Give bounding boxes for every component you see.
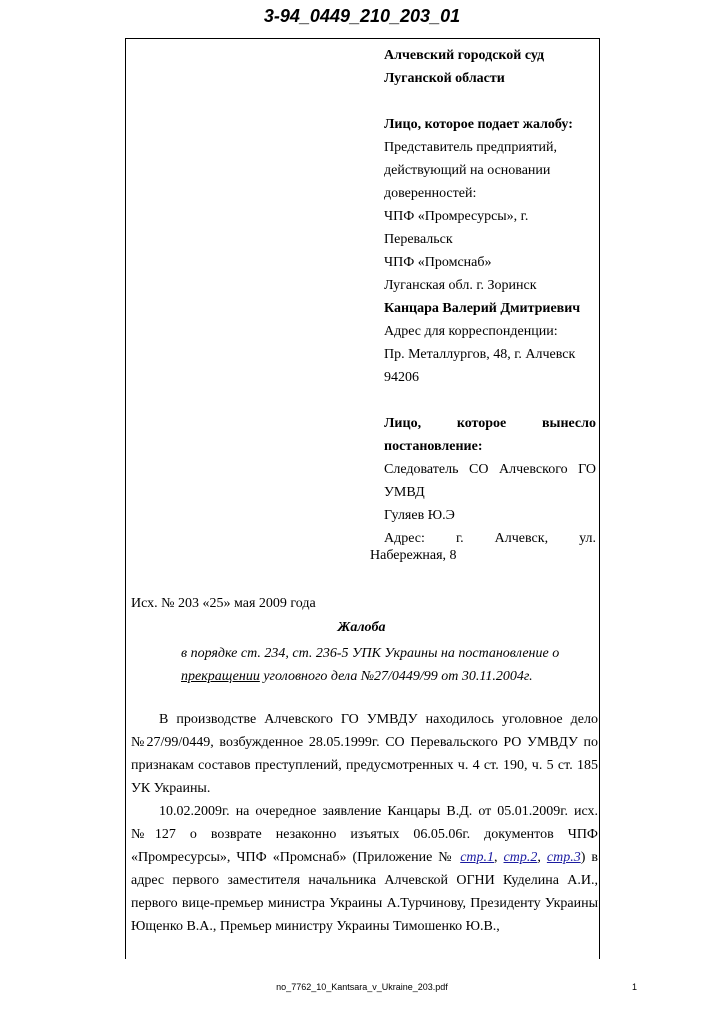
- outgoing-number-date: Исх. № 203 «25» мая 2009 года: [131, 596, 316, 611]
- complainant-line: действующий на основании: [384, 163, 551, 178]
- respondent-heading: Лицо, которое вынесло: [384, 416, 596, 431]
- body-paragraph-2: 10.02.2009г. на очередное заявление Канцары В.Д. от 05.01.2009г. исх.№127 о возврате незаконно изъятых 06.05.06г. документов ЧПФ «Промресурсы», ЧПФ «Промснаб» (Приложение № стр.1, стр.2, стр.3) в адрес первого заместителя начальника Алчевской ОГНИ Куделина А.И., первого вице-премьер министра Украины А.Турчинову, Президенту Украины Ющенко В.А., Премьер министру Украины Тимошенко Ю.В.,: [131, 804, 598, 934]
- respondent-heading-end: постановление:: [384, 439, 483, 454]
- address-label: Адрес для корреспонденции:: [384, 324, 558, 339]
- addressee-block: [384, 44, 596, 550]
- footer-page-number: 1: [632, 982, 638, 992]
- complaint-body: [131, 708, 598, 938]
- complaint-subtitle-line2: прекращении уголовного дела №27/0449/99 от 30.11.2004г.: [181, 669, 533, 684]
- complaint-subtitle-line1: в порядке ст. 234, ст. 236-5 УПК Украины на постановление о: [181, 646, 560, 661]
- complainant-name: Канцара Валерий Дмитриевич: [384, 301, 581, 316]
- complainant-line: доверенностей:: [384, 186, 477, 201]
- respondent-agency: УМВД: [384, 485, 425, 500]
- attachment-link-page-1[interactable]: стр.1: [460, 850, 495, 865]
- complainant-heading: Лицо, которое подает жалобу:: [384, 117, 573, 132]
- complaint-subtitle: [181, 642, 591, 688]
- complainant-line: ЧПФ «Промснаб»: [384, 255, 492, 270]
- respondent-name: Гуляев Ю.Э: [384, 508, 455, 523]
- body-paragraph-1: В производстве Алчевского ГО УМВДУ находилось уголовное дело №27/99/0449, возбужденное 28.05.1999г. СО Перевальского РО УМВДУ по признакам составов преступлений, предусмотренных ч. 4 ст. 190, ч. 5 ст. 185 УК Украины.: [131, 712, 598, 796]
- address-postcode: 94206: [384, 370, 419, 385]
- address-line: Пр. Металлургов, 48, г. Алчевск: [384, 347, 576, 362]
- complainant-line: Перевальск: [384, 232, 453, 247]
- attachment-link-page-2[interactable]: стр.2: [503, 850, 538, 865]
- respondent-address: Адрес: г. Алчевск, ул.: [384, 531, 596, 546]
- document-id-header: 3-94_0449_210_203_01: [263, 6, 461, 26]
- complainant-line: Луганская обл. г. Зоринск: [384, 278, 537, 293]
- footer-filename: no_7762_10_Kantsara_v_Ukraine_203.pdf: [276, 982, 448, 992]
- complainant-line: Представитель предприятий,: [384, 140, 557, 155]
- respondent-position: Следователь СО Алчевского ГО: [384, 462, 596, 477]
- court-name: Алчевский городской суд: [384, 48, 545, 63]
- complainant-line: ЧПФ «Промресурсы», г.: [384, 209, 529, 224]
- respondent-address-street: Набережная, 8: [370, 548, 457, 563]
- complaint-title: Жалоба: [337, 620, 386, 635]
- attachment-link-page-3[interactable]: стр.3: [546, 850, 581, 865]
- court-region: Луганской области: [384, 71, 505, 86]
